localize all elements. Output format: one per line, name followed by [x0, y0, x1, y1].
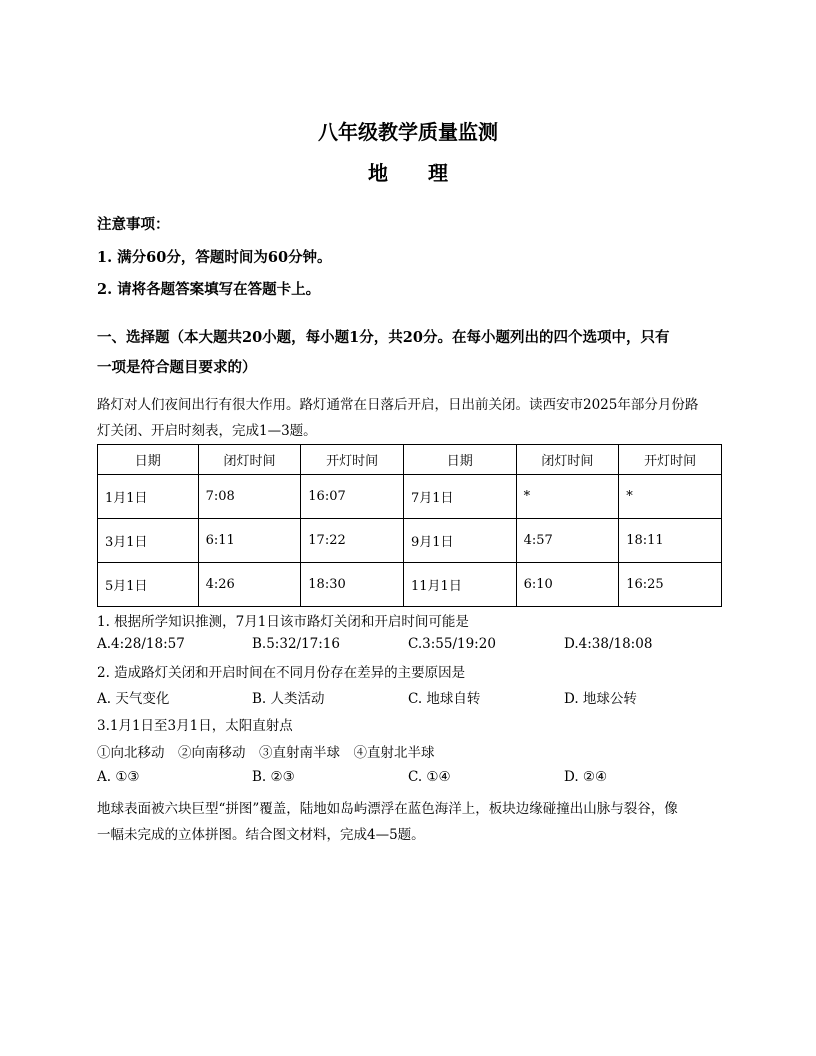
- table-cell: 3月1日: [98, 519, 199, 563]
- question-2-option-a: A. 天气变化: [97, 691, 170, 707]
- passage2-line1: 地球表面被六块巨型“拼图”覆盖，陆地如岛屿漂浮在蓝色海洋上，板块边缘碰撞出山脉与裂谷，像: [97, 801, 678, 817]
- section-heading-line1: 一、选择题（本大题共20小题，每小题1分，共20分。在每小题列出的四个选项中，只有: [97, 329, 670, 346]
- table-header-row: [98, 445, 722, 475]
- note-item-2: 2. 请将各题答案填写在答题卡上。: [97, 281, 321, 298]
- table-cell: 11月1日: [404, 563, 517, 607]
- table-cell: 4:57: [516, 519, 619, 563]
- table-header: 日期: [98, 445, 199, 475]
- question-3-option-b: B. ②③: [252, 769, 295, 785]
- question-2-option-c: C. 地球自转: [408, 691, 481, 707]
- table-row: [98, 519, 722, 563]
- question-3-option-a: A. ①③: [97, 769, 140, 785]
- table-row: [98, 475, 722, 519]
- passage1-line1: 路灯对人们夜间出行有很大作用。路灯通常在日落后开启，日出前关闭。读西安市2025年部分月份路: [97, 397, 699, 413]
- table-cell: 18:11: [619, 519, 722, 563]
- note-item-1: 1. 满分60分，答题时间为60分钟。: [97, 249, 332, 266]
- table-header: 闭灯时间: [516, 445, 619, 475]
- table-cell: 7:08: [198, 475, 301, 519]
- streetlight-timetable: [97, 444, 722, 607]
- table-cell: 1月1日: [98, 475, 199, 519]
- subject-title: 地 理: [368, 161, 448, 185]
- question-2-option-b: B. 人类活动: [252, 691, 325, 707]
- question-3-option-c: C. ①④: [408, 769, 451, 785]
- passage2-line2: 一幅未完成的立体拼图。结合图文材料，完成4—5题。: [97, 827, 425, 843]
- question-1-option-a: A.4:28/18:57: [97, 636, 185, 652]
- table-header: 开灯时间: [619, 445, 722, 475]
- passage1-line2: 灯关闭、开启时刻表，完成1—3题。: [97, 423, 317, 439]
- notes-heading: 注意事项：: [97, 216, 170, 233]
- question-3-choices: ①向北移动 ②向南移动 ③直射南半球 ④直射北半球: [97, 745, 435, 761]
- table-cell: 6:11: [198, 519, 301, 563]
- table-cell: 4:26: [198, 563, 301, 607]
- question-1-option-b: B.5:32/17:16: [252, 636, 340, 652]
- table-row: [98, 563, 722, 607]
- table-cell: 6:10: [516, 563, 619, 607]
- table-cell: 17:22: [301, 519, 404, 563]
- table-cell: 5月1日: [98, 563, 199, 607]
- exam-title: 八年级教学质量监测: [318, 120, 498, 144]
- question-1-stem: 1. 根据所学知识推测，7月1日该市路灯关闭和开启时间可能是: [97, 614, 469, 630]
- table-header: 开灯时间: [301, 445, 404, 475]
- table-cell: *: [516, 475, 619, 519]
- question-2-option-d: D. 地球公转: [564, 691, 637, 707]
- table-cell: *: [619, 475, 722, 519]
- table-cell: 7月1日: [404, 475, 517, 519]
- question-2-stem: 2. 造成路灯关闭和开启时间在不同月份存在差异的主要原因是: [97, 665, 466, 681]
- question-1-option-d: D.4:38/18:08: [564, 636, 653, 652]
- table-cell: 18:30: [301, 563, 404, 607]
- table-cell: 9月1日: [404, 519, 517, 563]
- table-header: 日期: [404, 445, 517, 475]
- table-cell: 16:25: [619, 563, 722, 607]
- question-1-option-c: C.3:55/19:20: [408, 636, 496, 652]
- question-3-stem: 3.1月1日至3月1日，太阳直射点: [97, 718, 293, 734]
- table-header: 闭灯时间: [198, 445, 301, 475]
- section-heading-line2: 一项是符合题目要求的）: [97, 359, 257, 376]
- question-3-option-d: D. ②④: [564, 769, 608, 785]
- table-cell: 16:07: [301, 475, 404, 519]
